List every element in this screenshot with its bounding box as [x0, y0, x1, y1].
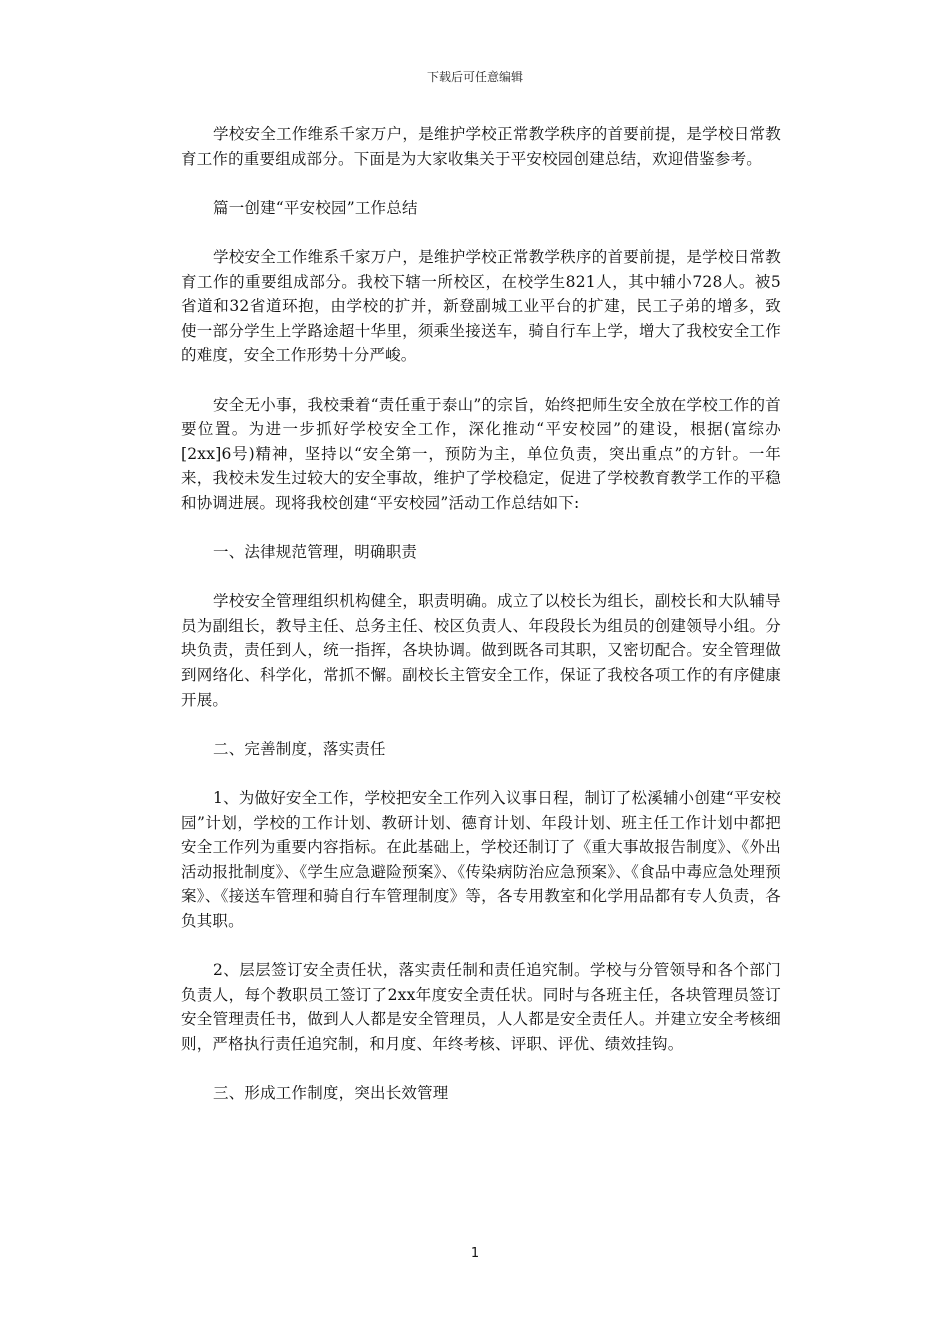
safety-principle-paragraph: 安全无小事，我校秉着“责任重于泰山”的宗旨，始终把师生安全放在学校工作的首要位置。为进一步抓好学校安全工作，深化推动“平安校园”的建设，根据(富综办[2xx]6号)精神，坚持以“安全第一，预防为主，单位负责，突出重点”的方针。一年来，我校未发生过较大的安全事故，维护了学校稳定，促进了学校教育教学工作的平稳和协调进展。现将我校创建“平安校园”活动工作总结如下:	[181, 395, 781, 512]
section-heading-1: 一、法律规范管理，明确职责	[213, 543, 418, 562]
article-title: 篇一创建“平安校园”工作总结	[213, 198, 418, 217]
organization-paragraph: 学校安全管理组织机构健全，职责明确。成立了以校长为组长，副校长和大队辅导员为副组长，教导主任、总务主任、校区负责人、年段段长为组员的创建领导小组。分块负责，责任到人，统一指挥，各块协调。做到既各司其职，又密切配合。安全管理做到网络化、科学化，常抓不懈。副校长主管安全工作，保证了我校各项工作的有序健康开展。	[181, 592, 781, 709]
section-heading-3: 三、形成工作制度，突出长效管理	[213, 1084, 449, 1103]
system-paragraph-2: 2、层层签订安全责任状，落实责任制和责任追究制。学校与分管领导和各个部门负责人，每个教职员工签订了2xx年度安全责任状。同时与各班主任，各块管理员签订安全管理责任书，做到人人都是安全管理员，人人都是安全责任人。并建立安全考核细则，严格执行责任追究制，和月度、年终考核、评职、评优、绩效挂钩。	[181, 961, 781, 1053]
intro-paragraph: 学校安全工作维系千家万户，是维护学校正常教学秩序的首要前提，是学校日常教育工作的重要组成部分。下面是为大家收集关于平安校园创建总结，欢迎借鉴参考。	[181, 125, 781, 168]
document-body	[181, 122, 781, 1130]
page-header: 下载后可任意编辑	[426, 70, 523, 84]
section-heading-2: 二、完善制度，落实责任	[213, 739, 386, 758]
page-number: 1	[470, 1246, 480, 1261]
system-paragraph-1: 1、为做好安全工作，学校把安全工作列入议事日程，制订了松溪辅小创建“平安校园”计划，学校的工作计划、教研计划、德育计划、年段计划、班主任工作计划中都把安全工作列为重要内容指标。在此基础上，学校还制订了《重大事故报告制度》、《外出活动报批制度》、《学生应急避险预案》、《传染病防治应急预案》、《食品中毒应急处理预案》、《接送车管理和骑自行车管理制度》等，各专用教室和化学用品都有专人负责，各负其职。	[181, 789, 781, 930]
school-overview-paragraph: 学校安全工作维系千家万户，是维护学校正常教学秩序的首要前提，是学校日常教育工作的重要组成部分。我校下辖一所校区，在校学生821人，其中辅小728人。被5省道和32省道环抱，由学校的扩并，新登副城工业平台的扩建，民工子弟的增多，致使一部分学生上学路途超十华里，须乘坐接送车，骑自行车上学，增大了我校安全工作的难度，安全工作形势十分严峻。	[181, 247, 781, 365]
